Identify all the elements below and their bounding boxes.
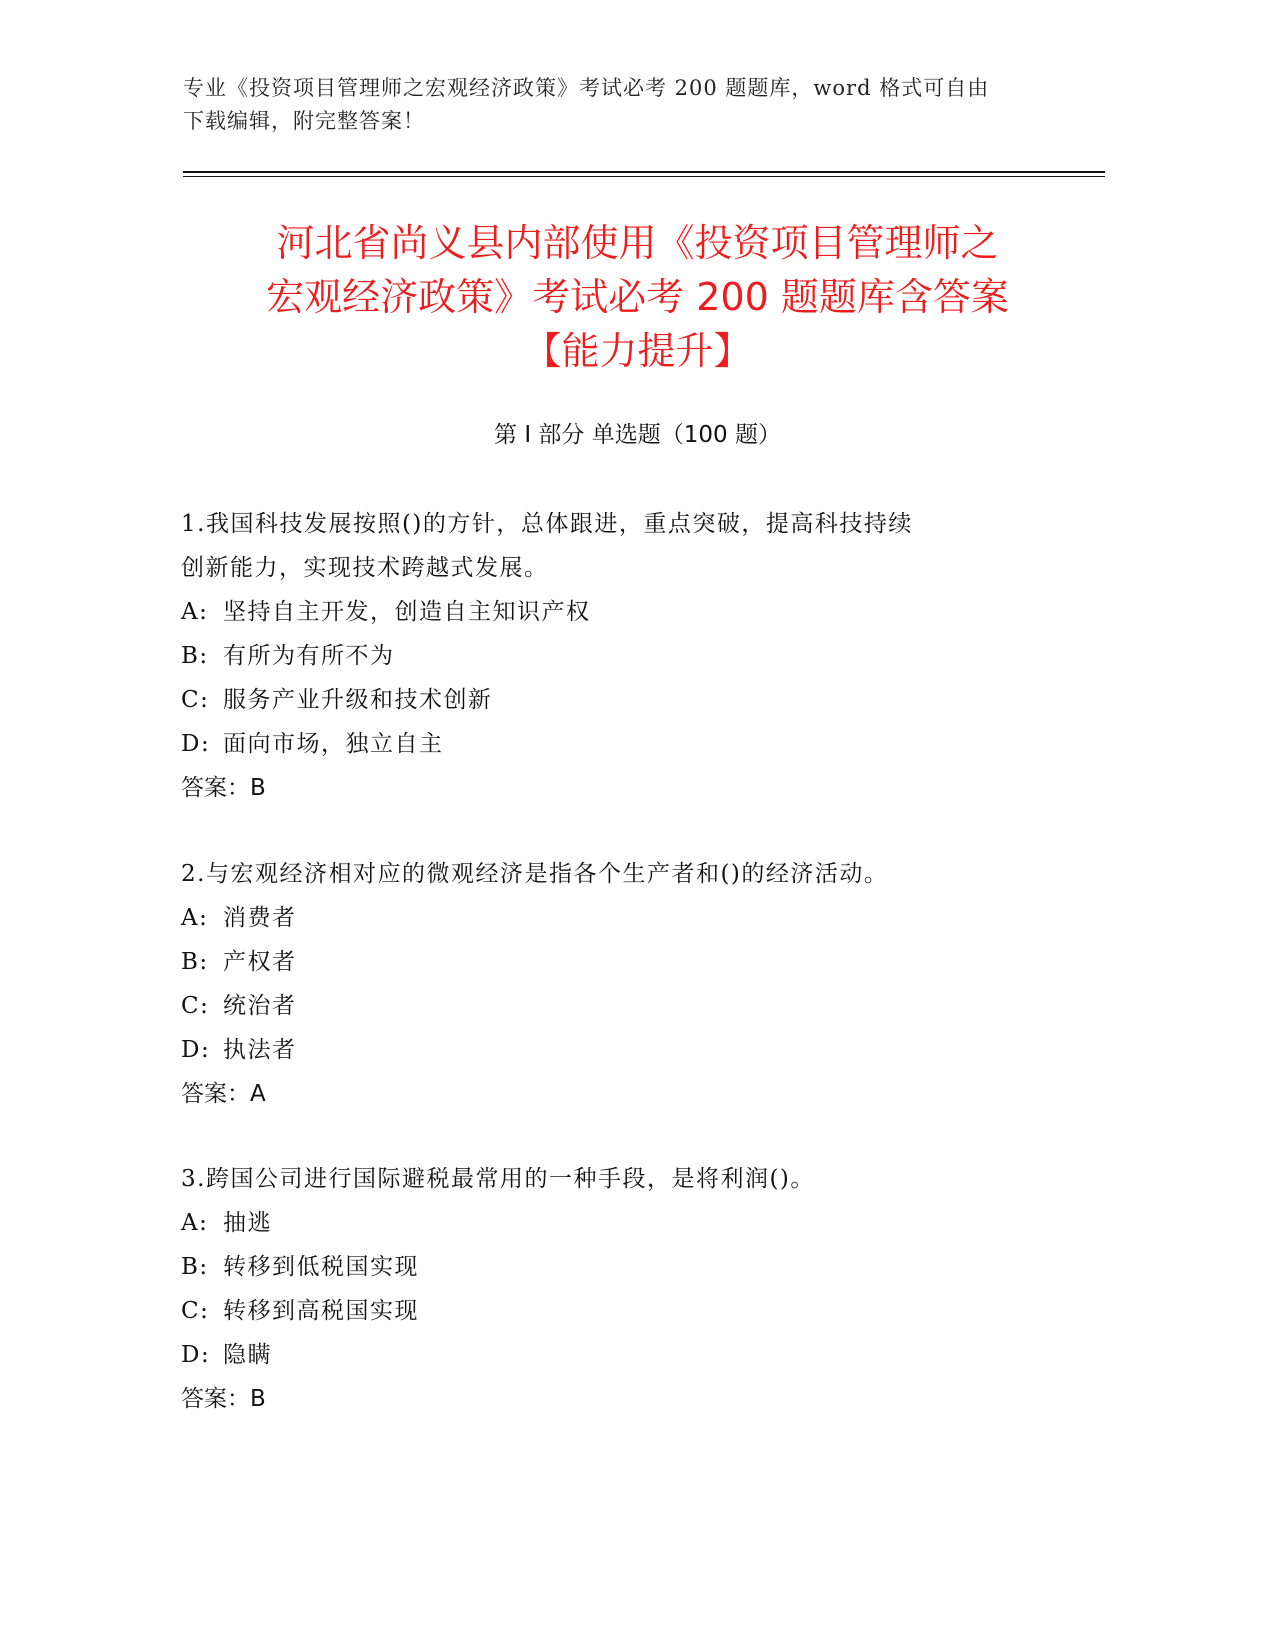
option-a [181, 590, 1061, 634]
option-b [181, 634, 1061, 678]
option-letter: B: [181, 1254, 209, 1280]
question-stem: 创新能力，实现技术跨越式发展。 [181, 555, 549, 581]
option-text: 执法者 [223, 1037, 297, 1063]
option-b [181, 1245, 1061, 1289]
option-text: 坚持自主开发，创造自主知识产权 [223, 599, 591, 625]
option-text: 统治者 [223, 993, 297, 1019]
option-text: 抽逃 [223, 1210, 272, 1236]
section-heading: 第 I 部分 单选题（100 题） [494, 422, 781, 448]
option-d [181, 722, 1061, 766]
question-stem: 2.与宏观经济相对应的微观经济是指各个生产者和()的经济活动。 [181, 861, 889, 887]
option-text: 面向市场，独立自主 [223, 731, 444, 757]
answer-line: 答案：A [181, 1081, 266, 1107]
option-letter: A: [181, 1210, 209, 1236]
option-letter: C: [181, 1298, 210, 1324]
answer-line: 答案：B [181, 1386, 266, 1412]
option-letter: B: [181, 643, 209, 669]
option-letter: C: [181, 687, 210, 713]
option-text: 消费者 [223, 905, 297, 931]
option-letter: A: [181, 905, 209, 931]
option-text: 产权者 [223, 949, 297, 975]
option-text: 转移到低税国实现 [223, 1254, 419, 1280]
option-c [181, 678, 1061, 722]
header-note-line: 专业《投资项目管理师之宏观经济政策》考试必考 200 题题库，word 格式可自由 [183, 76, 990, 100]
option-letter: D: [181, 731, 211, 757]
option-a [181, 1201, 1061, 1245]
option-text: 转移到高税国实现 [223, 1298, 419, 1324]
option-letter: D: [181, 1342, 211, 1368]
option-letter: D: [181, 1037, 211, 1063]
option-d [181, 1028, 1061, 1072]
option-d [181, 1333, 1061, 1377]
document-title [140, 216, 1135, 378]
option-letter: C: [181, 993, 210, 1019]
option-c [181, 1289, 1061, 1333]
option-a [181, 896, 1061, 940]
option-text: 有所为有所不为 [223, 643, 395, 669]
option-letter: B: [181, 949, 209, 975]
question-stem: 3.跨国公司进行国际避税最常用的一种手段，是将利润()。 [181, 1166, 815, 1192]
question-2 [181, 852, 1061, 1116]
title-line: 【能力提升】 [523, 329, 752, 373]
question-1 [181, 502, 1061, 810]
option-b [181, 940, 1061, 984]
header-note [183, 72, 1083, 138]
question-3 [181, 1157, 1061, 1421]
option-text: 服务产业升级和技术创新 [223, 687, 493, 713]
answer-line: 答案：B [181, 775, 266, 801]
header-divider [183, 171, 1105, 173]
header-divider-thin [183, 176, 1105, 177]
header-note-line: 下载编辑，附完整答案！ [183, 109, 425, 133]
title-line: 宏观经济政策》考试必考 200 题题库含答案 [266, 275, 1009, 319]
option-c [181, 984, 1061, 1028]
title-line: 河北省尚义县内部使用《投资项目管理师之 [276, 221, 999, 265]
option-letter: A: [181, 599, 209, 625]
option-text: 隐瞒 [223, 1342, 272, 1368]
question-stem: 1.我国科技发展按照()的方针，总体跟进，重点突破，提高科技持续 [181, 511, 913, 537]
